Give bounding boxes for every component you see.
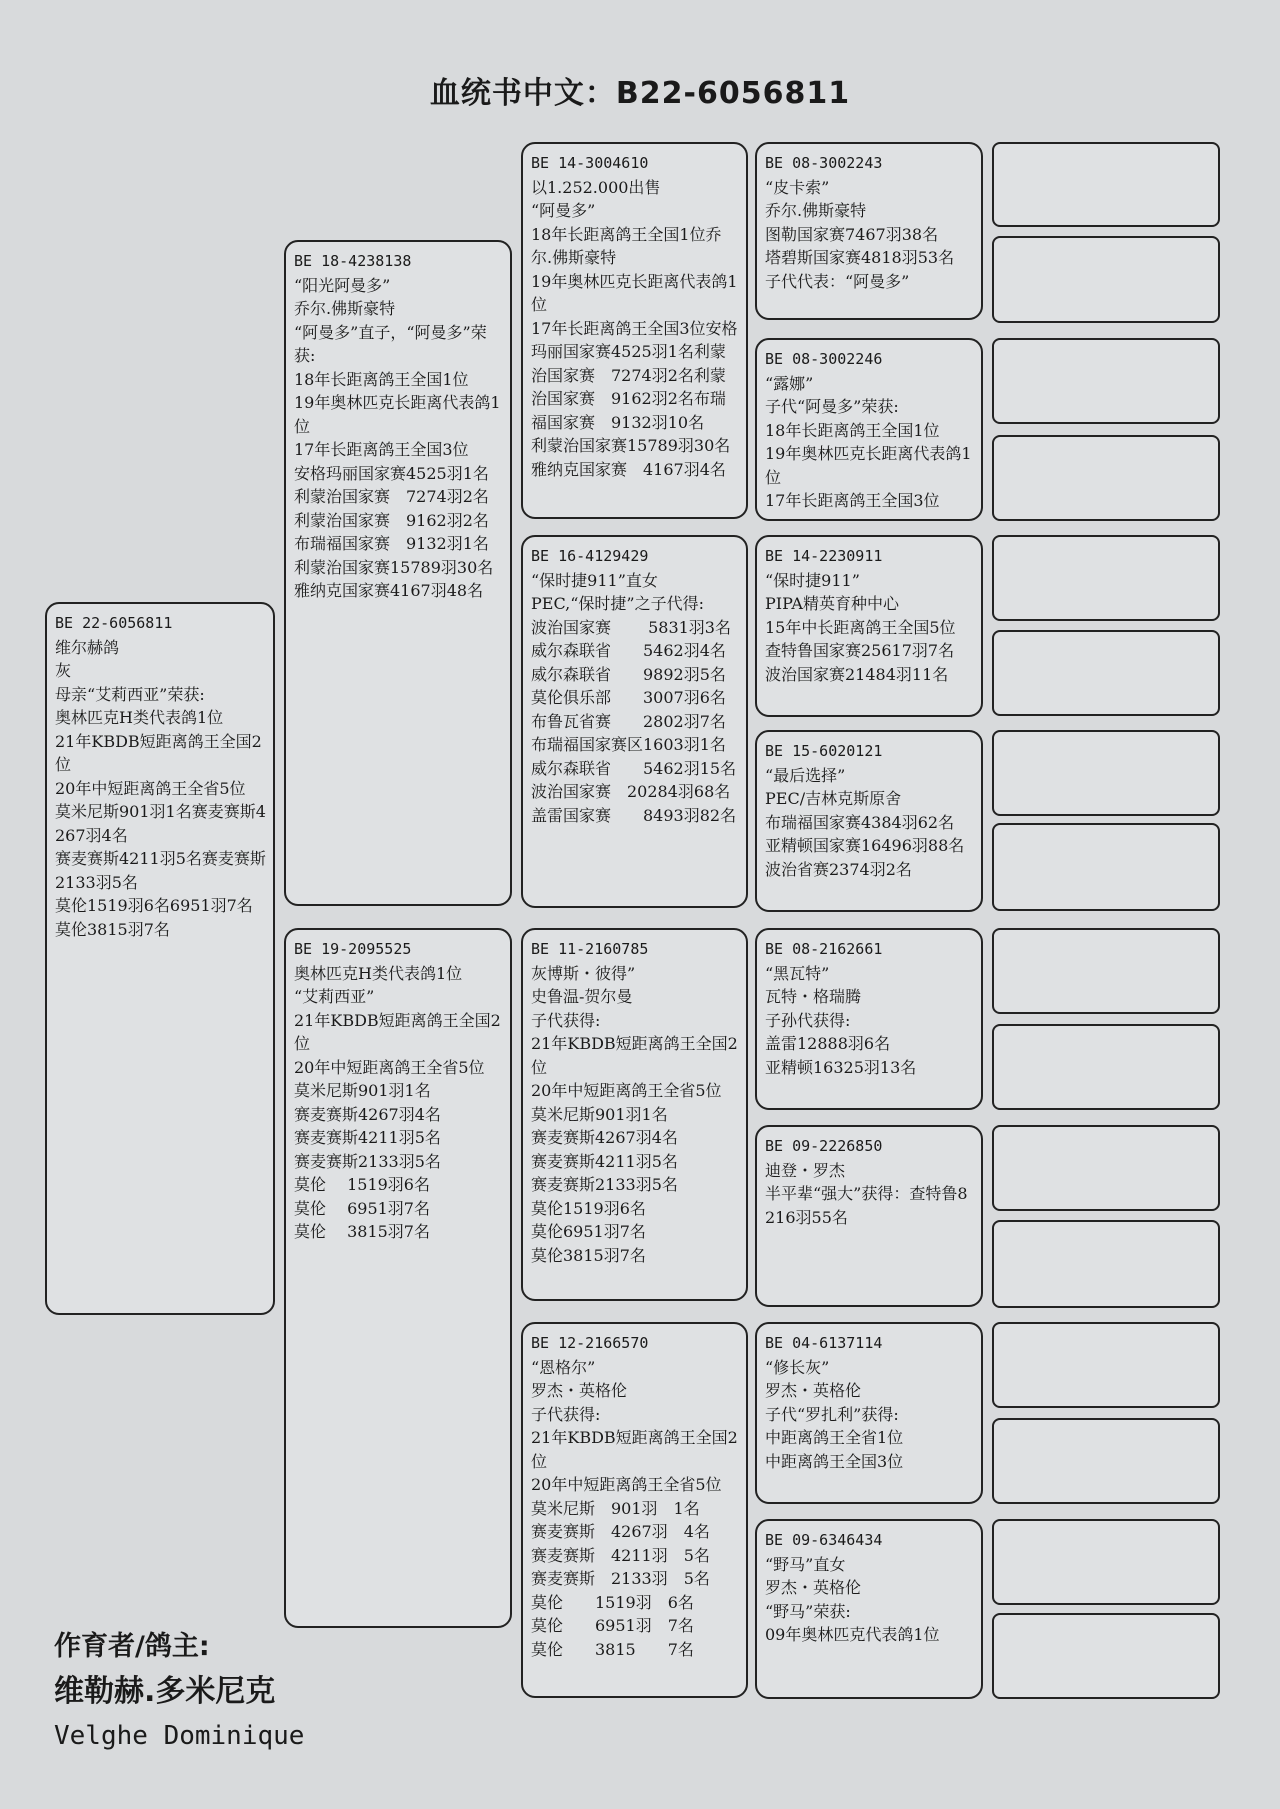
pedigree-line: 瓦特・格瑞腾: [765, 987, 862, 1006]
pedigree-line: 波治省赛2374羽2名: [765, 859, 912, 879]
empty-box: [992, 535, 1220, 621]
pedigree-line: 半平辈“强大”获得：查特鲁8216羽55名: [765, 1184, 968, 1227]
breeder-info: [54, 1625, 304, 1757]
pedigree-line: 利蒙治国家赛15789羽30名: [531, 436, 731, 455]
pedigree-line: 以1.252.000出售: [531, 177, 661, 197]
pedigree-line: 子代“阿曼多”荣获:: [765, 397, 899, 416]
ring-number: BE 09-2226850: [765, 1137, 883, 1155]
pedigree-line: 19年奥林匹克长距离代表鸽1位: [765, 444, 972, 487]
pedigree-box-dam-dam-sire: [755, 1322, 983, 1504]
pedigree-line: “阿曼多”: [531, 201, 596, 220]
pedigree-line: 莫伦俱乐部 3007羽6名: [531, 688, 726, 707]
pedigree-line: 布瑞福国家赛4384羽62名: [765, 812, 955, 832]
pedigree-line: “露娜”: [765, 373, 814, 393]
pedigree-line: “阿曼多”直子，“阿曼多”荣获:: [294, 322, 487, 365]
empty-box: [992, 338, 1220, 424]
pedigree-box-sire: [284, 240, 512, 906]
empty-box: [992, 823, 1220, 911]
empty-box: [992, 435, 1220, 521]
pedigree-line: 赛麦赛斯4267羽4名: [294, 1104, 441, 1124]
pedigree-line: 21年KBDB短距离鸽王全国2位: [531, 1034, 738, 1077]
pedigree-box-sire-dam-sire: [755, 535, 983, 717]
pedigree-line: 莫伦 1519羽 6名: [531, 1592, 694, 1612]
pedigree-line: 莫伦3815羽7名: [55, 919, 170, 939]
pedigree-line: 子代“罗扎利”获得:: [765, 1404, 899, 1424]
pedigree-line: 罗杰・英格伦: [765, 1578, 862, 1597]
pedigree-line: 21年KBDB短距离鸽王全国2位: [55, 731, 262, 774]
pedigree-line: 史鲁温-贺尔曼: [531, 987, 633, 1006]
pedigree-line: 莫米尼斯 901羽 1名: [531, 1498, 700, 1518]
pedigree-line: 19年奥林匹克长距离代表鸽1位: [531, 271, 738, 314]
pedigree-line: 波治国家赛 20284羽68名: [531, 782, 731, 801]
pedigree-line: 09年奥林匹克代表鸽1位: [765, 1625, 940, 1644]
empty-box: [992, 142, 1220, 227]
pedigree-line: 17年长距离鸽王全国3位: [294, 440, 469, 459]
pedigree-line: PIPA精英育种中心: [765, 594, 899, 613]
empty-box: [992, 1418, 1220, 1504]
pedigree-line: 18年长距离鸽王全国1位: [765, 420, 940, 440]
pedigree-line: 乔尔.佛斯豪特: [294, 299, 396, 318]
pedigree-line: 子代获得:: [531, 1010, 601, 1030]
ring-number: BE 19-2095525: [294, 940, 412, 958]
pedigree-line: 中距离鸽王全省1位: [765, 1428, 904, 1447]
pedigree-line: 莫伦1519羽6名: [531, 1198, 646, 1218]
ring-number: BE 04-6137114: [765, 1334, 883, 1352]
empty-box: [992, 1220, 1220, 1308]
pedigree-line: 赛麦赛斯 2133羽 5名: [531, 1569, 710, 1588]
pedigree-line: 利蒙治国家赛15789羽30名: [294, 557, 494, 577]
pedigree-line: 塔碧斯国家赛4818羽53名: [765, 248, 955, 267]
pedigree-line: 子代代表：“阿曼多”: [765, 271, 910, 291]
pedigree-line: 赛麦赛斯2133羽5名: [531, 1175, 678, 1194]
ring-number: BE 11-2160785: [531, 940, 649, 958]
ring-number: BE 18-4238138: [294, 252, 412, 270]
pedigree-line: 莫伦3815羽7名: [531, 1245, 646, 1265]
breeder-name: 维勒赫.多米尼克: [54, 1674, 276, 1709]
pedigree-line: 18年长距离鸽王全国1位乔尔.佛斯豪特: [531, 224, 722, 267]
breeder-name-en: Velghe Dominique: [54, 1721, 305, 1751]
pedigree-box-sire-sire-dam: [755, 338, 983, 521]
pedigree-box-dam-dam-dam: [755, 1519, 983, 1699]
pedigree-line: 布瑞福国家赛 9132羽1名: [294, 534, 489, 553]
pedigree-line: 灰博斯・彼得”: [531, 963, 636, 983]
ring-number: BE 16-4129429: [531, 547, 649, 565]
ring-number: BE 09-6346434: [765, 1531, 883, 1549]
pedigree-line: 子代获得:: [531, 1404, 601, 1424]
empty-box: [992, 1519, 1220, 1605]
ring-number: BE 08-3002243: [765, 154, 883, 172]
ring-number: BE 22-6056811: [55, 614, 173, 632]
ring-number: BE 08-3002246: [765, 350, 883, 368]
pedigree-line: 18年长距离鸽王全国1位: [294, 369, 469, 389]
pedigree-line: 莫伦 1519羽6名: [294, 1175, 430, 1194]
pedigree-line: 赛麦赛斯4267羽4名: [531, 1128, 678, 1147]
pedigree-line: 盖雷12888羽6名: [765, 1034, 891, 1053]
pedigree-line: “恩格尔”: [531, 1357, 596, 1377]
pedigree-line: 子孙代获得:: [765, 1010, 851, 1030]
pedigree-line: 亚精顿国家赛16496羽88名: [765, 836, 965, 855]
pedigree-box-sire-dam: [521, 535, 748, 908]
empty-box: [992, 1322, 1220, 1408]
empty-box: [992, 1024, 1220, 1110]
pedigree-line: 迪登・罗杰: [765, 1160, 846, 1180]
page-title: 血统书中文：B22-6056811: [429, 76, 851, 111]
pedigree-line: 19年奥林匹克长距离代表鸽1位: [294, 393, 501, 436]
empty-box: [992, 730, 1220, 816]
pedigree-box-sire-sire: [521, 142, 748, 519]
pedigree-line: PEC/吉林克斯原舍: [765, 789, 902, 808]
pedigree-line: 罗杰・英格伦: [765, 1381, 862, 1400]
breeder-label: 作育者/鸽主:: [54, 1631, 210, 1662]
pedigree-box-sire-sire-sire: [755, 142, 983, 320]
pedigree-line: 威尔森联省 5462羽4名: [531, 641, 726, 660]
pedigree-line: 盖雷国家赛 8493羽82名: [531, 805, 737, 825]
empty-box: [992, 630, 1220, 716]
pedigree-line: 维尔赫鸽: [55, 637, 120, 657]
pedigree-line: “黑瓦特”: [765, 963, 830, 983]
pedigree-line: 20年中短距离鸽王全省5位: [55, 778, 246, 798]
pedigree-line: 赛麦赛斯 4267羽 4名: [531, 1522, 710, 1541]
pedigree-line: “修长灰”: [765, 1357, 830, 1377]
pedigree-line: 中距离鸽王全国3位: [765, 1451, 904, 1471]
ring-number: BE 08-2162661: [765, 940, 883, 958]
pedigree-line: “保时捷911”: [765, 570, 860, 590]
pedigree-line: “最后选择”: [765, 765, 846, 785]
pedigree-line: 灰: [55, 661, 72, 680]
pedigree-line: 奥林匹克H类代表鸽1位: [294, 963, 463, 983]
pedigree-line: 15年中长距离鸽王全国5位: [765, 617, 956, 637]
pedigree-line: 21年KBDB短距离鸽王全国2位: [531, 1428, 738, 1471]
pedigree-line: 莫伦1519羽6名6951羽7名: [55, 896, 253, 915]
pedigree-line: 图勒国家赛7467羽38名: [765, 224, 939, 244]
pedigree-line: 赛麦赛斯2133羽5名: [294, 1151, 441, 1171]
pedigree-line: 罗杰・英格伦: [531, 1381, 628, 1400]
pedigree-line: 赛麦赛斯 4211羽 5名: [531, 1545, 710, 1565]
ring-number: BE 12-2166570: [531, 1334, 649, 1352]
pedigree-box-dam-sire: [521, 928, 748, 1301]
pedigree-line: 赛麦赛斯4211羽5名: [294, 1128, 441, 1147]
pedigree-line: “阳光阿曼多”: [294, 275, 391, 295]
pedigree-line: 乔尔.佛斯豪特: [765, 201, 867, 220]
pedigree-line: 奥林匹克H类代表鸽1位: [55, 708, 224, 727]
pedigree-box-sire-dam-dam: [755, 730, 983, 912]
pedigree-line: “皮卡索”: [765, 177, 830, 197]
pedigree-box-dam-sire-dam: [755, 1125, 983, 1307]
ring-number: BE 14-3004610: [531, 154, 649, 172]
pedigree-line: “保时捷911”直女: [531, 570, 658, 590]
pedigree-line: 莫米尼斯901羽1名: [294, 1081, 431, 1100]
pedigree-line: 威尔森联省 9892羽5名: [531, 664, 726, 684]
pedigree-line: 亚精顿16325羽13名: [765, 1057, 917, 1077]
pedigree-line: PEC,“保时捷”之子代得:: [531, 594, 704, 613]
pedigree-line: 莫米尼斯901羽1名赛麦赛斯4267羽4名: [55, 802, 266, 845]
pedigree-line: 21年KBDB短距离鸽王全国2位: [294, 1010, 501, 1053]
pedigree-line: “野马”荣获:: [765, 1601, 851, 1621]
pedigree-box-subject: [45, 602, 275, 1315]
pedigree-line: 17年长距离鸽王全国3位: [765, 491, 940, 510]
pedigree-line: 安格玛丽国家赛4525羽1名: [294, 463, 489, 483]
pedigree-line: 雅纳克国家赛4167羽48名: [294, 581, 484, 600]
pedigree-line: 20年中短距离鸽王全省5位: [531, 1081, 722, 1100]
pedigree-line: 莫伦 3815羽7名: [294, 1222, 430, 1241]
pedigree-line: 波治国家赛21484羽11名: [765, 664, 949, 684]
empty-box: [992, 928, 1220, 1014]
pedigree-line: 查特鲁国家赛25617羽7名: [765, 641, 955, 660]
pedigree-line: 赛麦赛斯4211羽5名: [531, 1151, 678, 1171]
pedigree-box-dam: [284, 928, 512, 1628]
pedigree-line: 17年长距离鸽王全国3位安格玛丽国家赛4525羽1名利蒙治国家赛 7274羽2名利蒙治国家赛 9162羽2名布瑞福国家赛 9132羽10名: [531, 318, 738, 432]
pedigree-line: “艾莉西亚”: [294, 987, 375, 1006]
pedigree-line: 莫伦6951羽7名: [531, 1222, 646, 1241]
pedigree-line: 布瑞福国家赛区1603羽1名: [531, 735, 726, 754]
pedigree-line: 波治国家赛 5831羽3名: [531, 617, 731, 637]
pedigree-line: 雅纳克国家赛 4167羽4名: [531, 459, 726, 479]
pedigree-line: 母亲“艾莉西亚”荣获:: [55, 684, 205, 704]
pedigree-line: 利蒙治国家赛 7274羽2名: [294, 487, 489, 506]
pedigree-box-dam-dam: [521, 1322, 748, 1698]
pedigree-line: 20年中短距离鸽王全省5位: [531, 1475, 722, 1494]
pedigree-line: “野马”直女: [765, 1554, 846, 1574]
pedigree-line: 布鲁瓦省赛 2802羽7名: [531, 711, 726, 731]
ring-number: BE 14-2230911: [765, 547, 883, 565]
pedigree-line: 威尔森联省 5462羽15名: [531, 758, 737, 778]
empty-box: [992, 1125, 1220, 1211]
ring-number: BE 15-6020121: [765, 742, 883, 760]
pedigree-box-dam-sire-sire: [755, 928, 983, 1110]
pedigree-line: 莫伦 6951羽7名: [294, 1198, 430, 1218]
pedigree-line: 20年中短距离鸽王全省5位: [294, 1057, 485, 1077]
pedigree-line: 赛麦赛斯4211羽5名赛麦赛斯2133羽5名: [55, 849, 266, 892]
pedigree-line: 莫伦 3815 7名: [531, 1639, 694, 1659]
empty-box: [992, 236, 1220, 323]
pedigree-line: 利蒙治国家赛 9162羽2名: [294, 510, 489, 530]
pedigree-line: 莫伦 6951羽 7名: [531, 1616, 694, 1635]
empty-box: [992, 1613, 1220, 1699]
pedigree-line: 莫米尼斯901羽1名: [531, 1104, 668, 1124]
